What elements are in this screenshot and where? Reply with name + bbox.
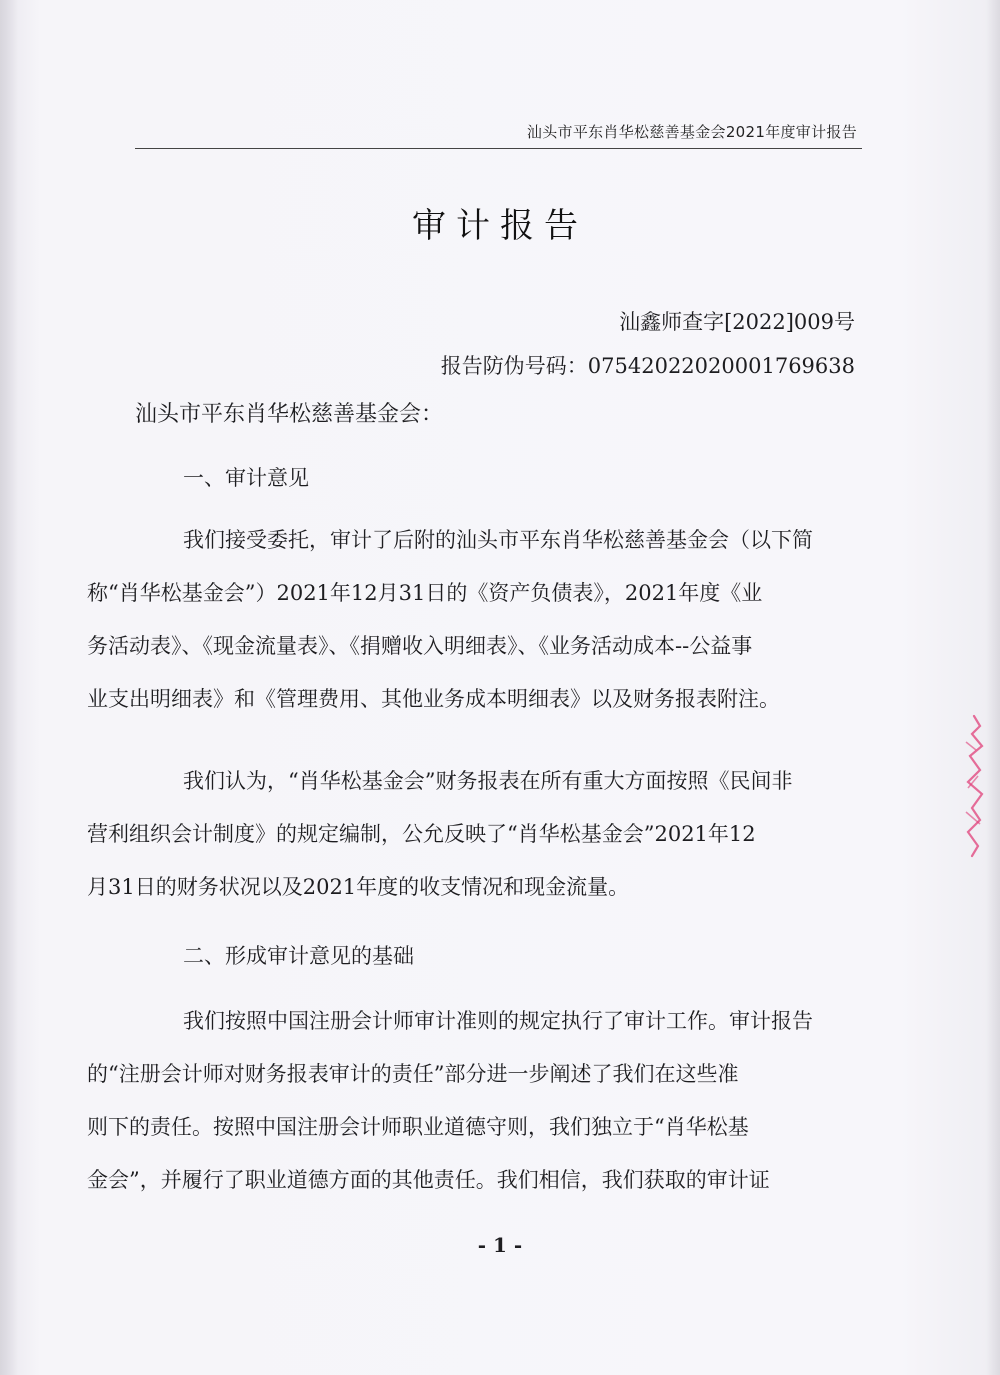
paragraph-line: 业支出明细表》和《管理费用、其他业务成本明细表》以及财务报表附注。: [87, 687, 780, 711]
reference-number: 汕鑫师查字[2022]009号: [619, 310, 855, 334]
paragraph-opinion-conclusion: [87, 755, 865, 914]
page-number: - 1 -: [477, 1233, 523, 1257]
paragraph-line: 的“注册会计师对财务报表审计的责任”部分进一步阐述了我们在这些准: [87, 1062, 739, 1086]
paragraph-line: 我们认为，“肖华松基金会”财务报表在所有重大方面按照《民间非: [183, 769, 793, 793]
paragraph-line: 营利组织会计制度》的规定编制，公允反映了“肖华松基金会”2021年12: [87, 822, 756, 846]
header-divider: [135, 148, 862, 149]
paragraph-line: 务活动表》、《现金流量表》、《捐赠收入明细表》、《业务活动成本--公益事: [87, 634, 753, 658]
section-heading-opinion: 一、审计意见: [183, 466, 309, 490]
paragraph-line: 则下的责任。按照中国注册会计师职业道德守则，我们独立于“肖华松基: [87, 1115, 749, 1139]
reference-block: [441, 300, 855, 388]
section-heading-basis: 二、形成审计意见的基础: [183, 944, 414, 968]
paragraph-line: 我们接受委托，审计了后附的汕头市平东肖华松慈善基金会（以下简: [183, 528, 813, 552]
paragraph-opinion-scope: [87, 514, 865, 726]
addressee: 汕头市平东肖华松慈善基金会：: [135, 402, 444, 427]
paragraph-line: 称“肖华松基金会”）2021年12月31日的《资产负债表》，2021年度《业: [87, 581, 763, 605]
paragraph-line: 我们按照中国注册会计师审计准则的规定执行了审计工作。审计报告: [183, 1009, 813, 1033]
anti-counterfeit-number: 报告防伪号码：07542022020001769638: [440, 354, 855, 378]
paragraph-line: 月31日的财务状况以及2021年度的收支情况和现金流量。: [87, 875, 630, 899]
paragraph-basis: [87, 995, 865, 1207]
running-header: 汕头市平东肖华松慈善基金会2021年度审计报告: [526, 123, 857, 141]
seal-stamp-fragment: [960, 712, 988, 860]
paragraph-line: 金会”，并履行了职业道德方面的其他责任。我们相信，我们获取的审计证: [87, 1168, 770, 1192]
page-title: 审计报告: [412, 206, 588, 246]
